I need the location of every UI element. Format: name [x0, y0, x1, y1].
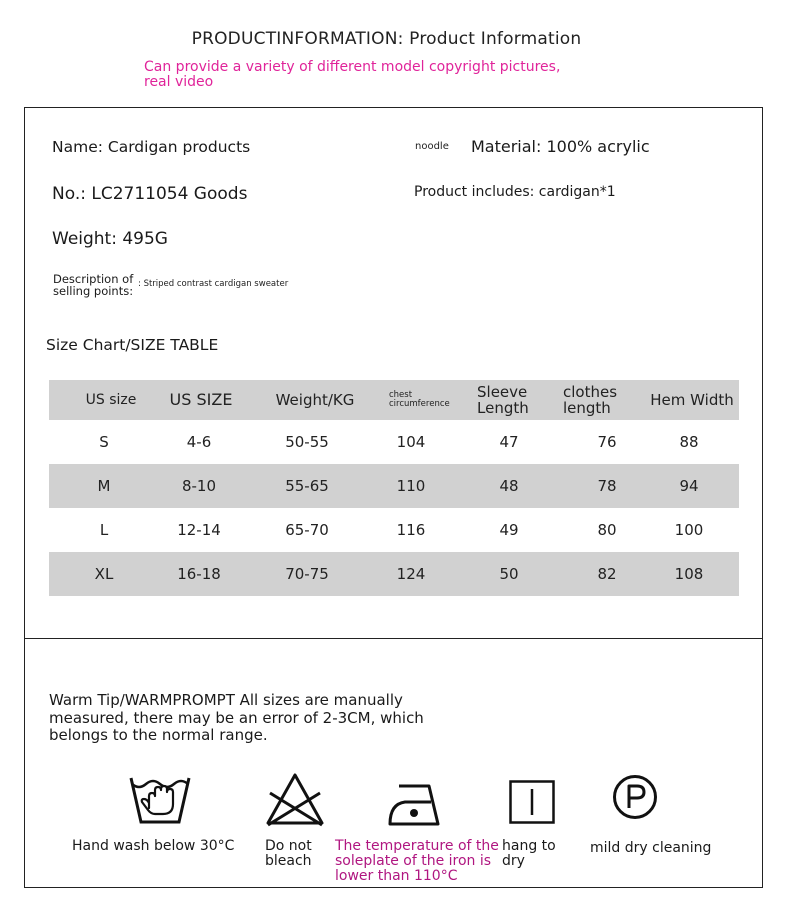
table-row	[49, 508, 739, 552]
product-name: Name: Cardigan products	[52, 138, 251, 156]
cell-sleeve: 47	[499, 433, 519, 451]
header-clothes-length: clothes length	[563, 383, 618, 417]
cell-us-size-range: 16-18	[177, 565, 221, 583]
size-table-header-row	[49, 380, 739, 420]
cell-weight: 50-55	[285, 433, 329, 451]
table-row	[49, 464, 739, 508]
size-table	[49, 380, 739, 596]
table-row	[49, 420, 739, 464]
cell-us-size: M	[97, 477, 111, 495]
header-us-size: US size	[85, 392, 137, 408]
header-chest: chest circumference	[389, 390, 450, 409]
header-weight: Weight/KG	[275, 391, 355, 409]
cell-hem-width: 108	[674, 565, 704, 583]
noodle-label: noodle	[415, 141, 449, 152]
table-row	[49, 552, 739, 596]
cell-clothes-length: 78	[597, 477, 617, 495]
cell-hem-width: 100	[674, 521, 704, 539]
cell-sleeve: 49	[499, 521, 519, 539]
dry-clean-label: mild dry cleaning	[590, 840, 712, 856]
cell-us-size-range: 8-10	[181, 477, 217, 495]
size-chart-title: Size Chart/SIZE TABLE	[46, 336, 219, 354]
hand-wash-label: Hand wash below 30°C	[72, 838, 235, 854]
hang-dry-icon	[509, 780, 555, 828]
cell-us-size-range: 4-6	[186, 433, 212, 451]
description-value: : Striped contrast cardigan sweater	[138, 279, 289, 289]
hang-dry-label: hang to dry	[502, 838, 556, 869]
cell-chest: 110	[396, 477, 426, 495]
cell-weight: 70-75	[285, 565, 329, 583]
product-includes: Product includes: cardigan*1	[414, 184, 616, 200]
cell-clothes-length: 82	[597, 565, 617, 583]
header-hem-width: Hem Width	[650, 391, 734, 409]
cell-us-size: S	[99, 433, 109, 451]
no-bleach-label: Do not bleach	[265, 838, 312, 869]
cell-chest: 124	[396, 565, 426, 583]
cell-weight: 55-65	[285, 477, 329, 495]
product-number: No.: LC2711054 Goods	[52, 184, 248, 204]
cell-us-size: XL	[94, 565, 114, 583]
no-bleach-icon	[266, 773, 324, 831]
copyright-note: Can provide a variety of different model copyright pictures, real video	[144, 59, 561, 90]
cell-hem-width: 88	[679, 433, 699, 451]
cell-weight: 65-70	[285, 521, 329, 539]
product-material: Material: 100% acrylic	[471, 137, 650, 156]
cell-clothes-length: 76	[597, 433, 617, 451]
cell-clothes-length: 80	[597, 521, 617, 539]
cell-sleeve: 50	[499, 565, 519, 583]
cell-us-size-range: 12-14	[177, 521, 221, 539]
cell-sleeve: 48	[499, 477, 519, 495]
header-sleeve: Sleeve Length	[477, 383, 529, 417]
iron-low-label: The temperature of the soleplate of the iron is lower than 110°C	[335, 838, 499, 884]
cell-hem-width: 94	[679, 477, 699, 495]
warm-tip: Warm Tip/WARMPROMPT All sizes are manually measured, there may be an error of 2-3CM, which belongs to the normal range.	[49, 691, 424, 744]
hand-wash-icon	[129, 776, 191, 830]
product-weight: Weight: 495G	[52, 229, 168, 249]
header-us-size-upper: US SIZE	[169, 390, 233, 409]
page-title: PRODUCTINFORMATION: Product Information	[191, 29, 582, 49]
cell-chest: 116	[396, 521, 426, 539]
dry-clean-icon	[612, 774, 658, 824]
description-label: Description of selling points:	[53, 272, 134, 298]
iron-low-icon	[387, 782, 441, 830]
cell-us-size: L	[99, 521, 109, 539]
cell-chest: 104	[396, 433, 426, 451]
